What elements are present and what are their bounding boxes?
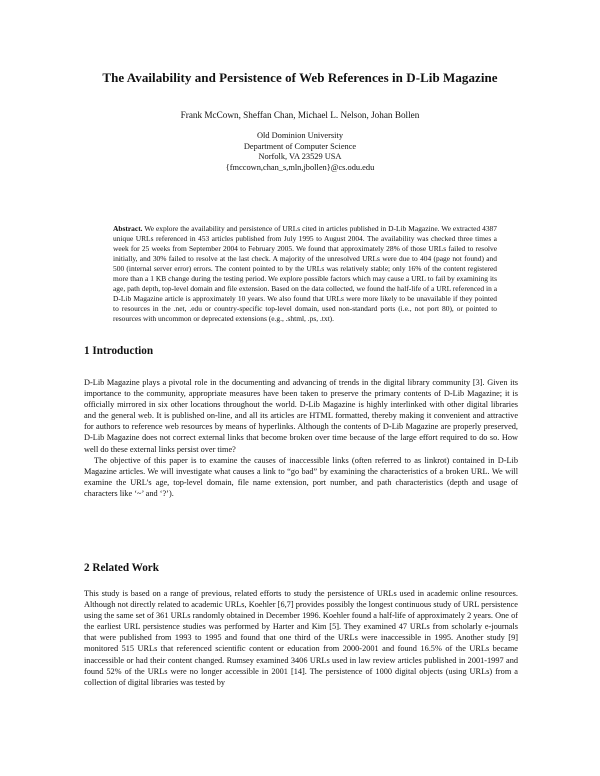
affiliation-department: Department of Computer Science — [243, 141, 357, 151]
section-heading-related-work: 2 Related Work — [84, 562, 159, 574]
affiliation-block — [0, 131, 600, 173]
introduction-paragraph-1: D-Lib Magazine plays a pivotal role in the documenting and advancing of trends in the digital library community [3]. Given its importance to the community, appropriate measures have been taken to preserve the primary contents of D-Lib Magazine; it is officially mirrored in six other locations throughout the world. D-Lib Magazine is highly interlinked with other digital libraries and the general web. It is published on-line, and all its articles are HTML formatted, thereby making it convenient and attractive for authors to reference web resources by means of hyperlinks. Although the contents of D-Lib Magazine are properly preserved, D-Lib Magazine does not correct external links that become broken over time because of the large effort required to do so. How well do these external links persist over time? — [84, 378, 518, 454]
affiliation-email: {fmccown,chan_s,mln,jbollen}@cs.odu.edu — [225, 162, 375, 172]
author-list: Frank McCown, Sheffan Chan, Michael L. Nelson, Johan Bollen — [180, 110, 420, 120]
related-work-body — [84, 588, 518, 688]
introduction-paragraph-2: The objective of this paper is to examine the causes of inaccessible links (often referred to as linkrot) contained in D-Lib Magazine articles. We will investigate what causes a link to “go bad” by examining the characteristics of a broken URL. We will examine the URL’s age, top-level domain, file name extension, port number, and path characteristics (depth and usage of characters like ‘~’ and ‘?’). — [84, 455, 518, 498]
introduction-body — [84, 377, 518, 499]
abstract-label: Abstract. — [113, 224, 143, 233]
paper-title: The Availability and Persistence of Web References in D-Lib Magazine — [102, 70, 498, 85]
section-heading-introduction: 1 Introduction — [84, 345, 154, 357]
affiliation-university: Old Dominion University — [256, 131, 344, 140]
related-work-paragraph-1: This study is based on a range of previous, related efforts to study the persistence of URLs used in academic online resources. Although not directly related to academic URLs, Koehler [6,7] provides possibly the longest continuous study of URL persistence using the same set of 361 URLs randomly obtained in December 1996. Koehler found a half-life of approximately 2 years. One of the earliest URL persistence studies was performed by Harter and Kim [5]. They examined 47 URLs from scholarly e-journals that were published from 1993 to 1995 and found that one third of the URLs were inaccessible in 1995. Another study [9] monitored 515 URLs that referenced scientific content or education from 2000-2001 and found 16.5% of the URLs became inaccessible or had their content changed. Rumsey examined 3406 URLs used in law review articles published in 2001-1997 and found 52% of the URLs were no longer accessible in 2001 [14]. The persistence of 1000 digital objects (using URLs) from a collection of digital libraries was tested by — [84, 589, 518, 687]
abstract-text: We explore the availability and persistence of URLs cited in articles published in D-Lib Magazine. We extracted 4387 unique URLs referenced in 453 articles published from July 1995 to August 2004. The availability was checked three times a week for 25 weeks from September 2004 to February 2005. We found that approximately 28% of those URLs failed to resolve initially, and 30% failed to resolve at the last check. A majority of the unresolved URLs were due to 404 (page not found) and 500 (internal server error) errors. The content pointed to by the URLs was relatively stable; only 16% of the content registered more than a 1 KB change during the testing period. We explore possible factors which may cause a URL to fail by examining its age, path depth, top-level domain and file extension. Based on the data collected, we found the half-life of a URL referenced in a D-Lib Magazine article is approximately 10 years. We also found that URLs were more likely to be unavailable if they pointed to resources in the .net, .edu or country-specific top-level domain, used non-standard ports (i.e., not port 80), or pointed to resources with uncommon or deprecated extensions (e.g., .shtml, .ps, .txt). — [113, 224, 497, 324]
affiliation-city: Norfolk, VA 23529 USA — [258, 152, 342, 162]
abstract — [113, 224, 497, 324]
